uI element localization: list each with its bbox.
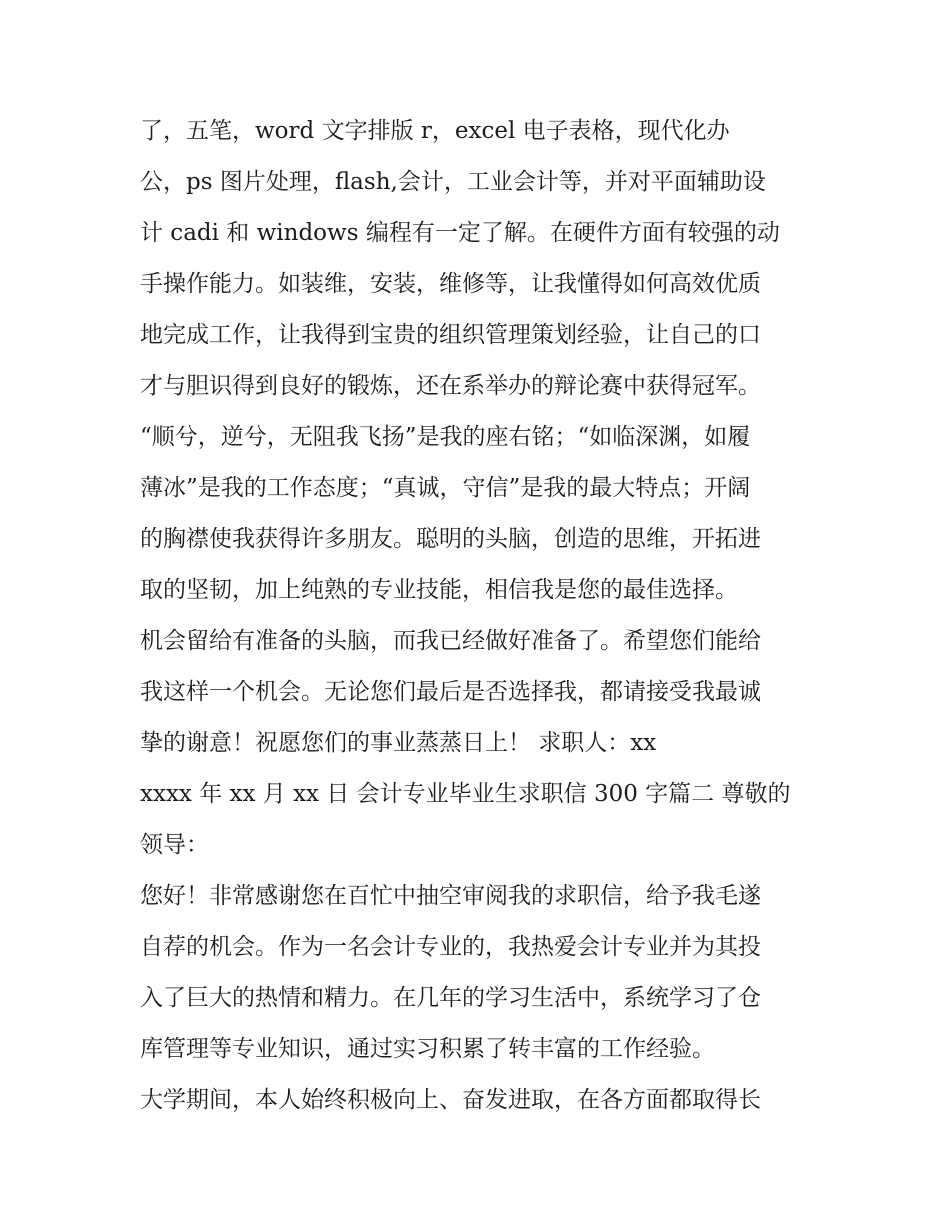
text-line: 计 cadi 和 windows 编程有一定了解。在硬件方面有较强的动 — [140, 220, 780, 246]
text-line: 我这样一个机会。无论您们最后是否选择我，都请接受我最诚 — [140, 679, 761, 705]
text-line: 机会留给有准备的头脑，而我已经做好准备了。希望您们能给 — [140, 628, 761, 654]
text-line: 取的坚韧，加上纯熟的专业技能，相信我是您的最佳选择。 — [140, 577, 738, 603]
text-line: 薄冰”是我的工作态度；“真诚，守信”是我的最大特点；开阔 — [140, 475, 751, 501]
text-line: 大学期间，本人始终积极向上、奋发进取，在各方面都取得长 — [140, 1087, 761, 1113]
text-line: “顺兮，逆兮，无阻我飞扬”是我的座右铭；“如临深渊，如履 — [140, 424, 751, 450]
text-line: 入了巨大的热情和精力。在几年的学习生活中，系统学习了仓 — [140, 985, 761, 1011]
text-line: 的胸襟使我获得许多朋友。聪明的头脑，创造的思维，开拓进 — [140, 526, 761, 552]
text-line: 您好！非常感谢您在百忙中抽空审阅我的求职信，给予我毛遂 — [140, 883, 761, 909]
text-line: 地完成工作，让我得到宝贵的组织管理策划经验，让自己的口 — [140, 322, 761, 348]
text-line: 手操作能力。如装维，安装，维修等，让我懂得如何高效优质 — [140, 271, 761, 297]
text-line: 自荐的机会。作为一名会计专业的，我热爱会计专业并为其投 — [140, 934, 761, 960]
cover-letter-body — [140, 106, 820, 1126]
text-line: 才与胆识得到良好的锻炼，还在系举办的辩论赛中获得冠军。 — [140, 373, 761, 399]
text-line: 领导： — [140, 832, 209, 858]
text-line: 挚的谢意！祝愿您们的事业蒸蒸日上！ 求职人：xx — [140, 730, 657, 756]
text-line: 了，五笔，word 文字排版 r，excel 电子表格，现代化办 — [140, 118, 730, 144]
text-line: 公，ps 图片处理，flash,会计，工业会计等，并对平面辅助设 — [140, 169, 766, 195]
text-line: 库管理等专业知识，通过实习积累了转丰富的工作经验。 — [140, 1036, 715, 1062]
text-line: xxxx 年 xx 月 xx 日 会计专业毕业生求职信 300 字篇二 尊敬的 — [140, 781, 791, 807]
